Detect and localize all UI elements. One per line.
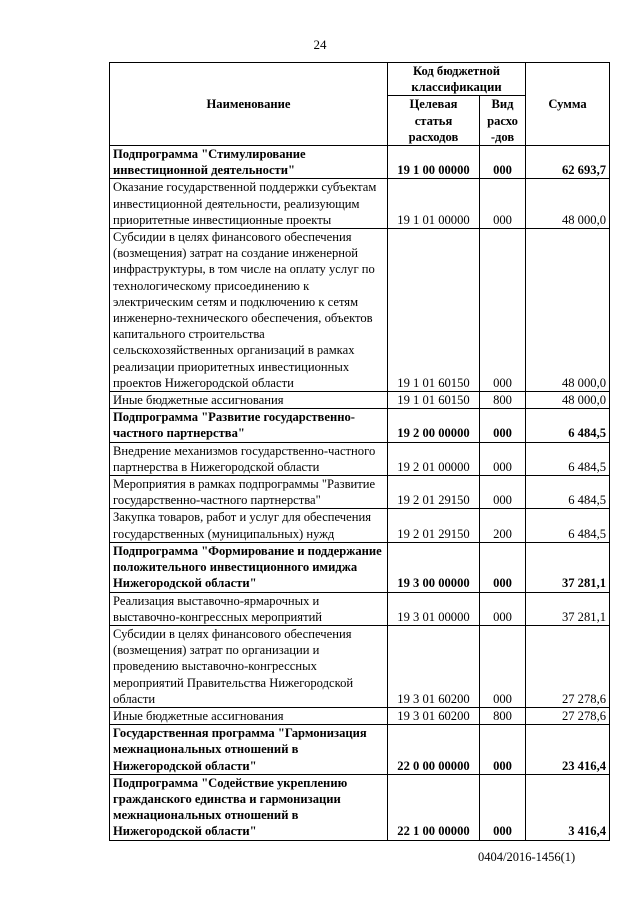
row-name: Иные бюджетные ассигнования	[110, 707, 388, 724]
row-name: Оказание государственной поддержки субъектам инвестиционной деятельности, реализующим приоритетные инвестиционные проекты	[110, 179, 388, 229]
row-expense-type: 800	[480, 707, 526, 724]
row-target-code: 19 3 01 60200	[388, 707, 480, 724]
header-sum: Сумма	[526, 63, 610, 146]
page-number: 24	[313, 37, 327, 52]
row-name: Подпрограмма "Развитие государственно-частного партнерства"	[110, 409, 388, 442]
row-name: Закупка товаров, работ и услуг для обеспечения государственных (муниципальных) нужд	[110, 509, 388, 542]
row-expense-type: 000	[480, 542, 526, 592]
row-expense-type: 000	[480, 409, 526, 442]
table-row	[110, 392, 610, 409]
row-target-code: 22 0 00 00000	[388, 725, 480, 775]
row-name: Субсидии в целях финансового обеспечения (возмещения) затрат на создание инженерной инфраструктуры, в том числе на оплату услуг по технологическому присоединению к электрическим сетям и подключению к сетям инженерно-технического обеспечения, объектов капитального строительства сельскохозяйственных организаций в рамках реализации приоритетных инвестиционных проектов Нижегородской области	[110, 229, 388, 392]
table-row	[110, 542, 610, 592]
table-row	[110, 625, 610, 707]
row-name: Внедрение механизмов государственно-частного партнерства в Нижегородской области	[110, 442, 388, 475]
row-name: Иные бюджетные ассигнования	[110, 392, 388, 409]
row-name: Государственная программа "Гармонизация межнациональных отношений в Нижегородской области"	[110, 725, 388, 775]
row-name: Мероприятия в рамках подпрограммы "Развитие государственно-частного партнерства"	[110, 476, 388, 509]
row-sum: 62 693,7	[526, 146, 610, 179]
row-sum: 23 416,4	[526, 725, 610, 775]
table-row	[110, 476, 610, 509]
row-expense-type: 000	[480, 476, 526, 509]
header-type: Вид расхо -дов	[480, 96, 526, 146]
row-target-code: 19 3 01 00000	[388, 592, 480, 625]
row-sum: 27 278,6	[526, 625, 610, 707]
row-expense-type: 200	[480, 509, 526, 542]
row-name: Субсидии в целях финансового обеспечения (возмещения) затрат по организации и проведению выставочно-конгрессных мероприятий Правительства Нижегородской области	[110, 625, 388, 707]
row-expense-type: 000	[480, 229, 526, 392]
row-target-code: 19 3 01 60200	[388, 625, 480, 707]
table-row	[110, 229, 610, 392]
row-target-code: 22 1 00 00000	[388, 774, 480, 840]
header-code-group: Код бюджетной классификации	[388, 63, 526, 96]
table-row	[110, 442, 610, 475]
row-name: Подпрограмма "Стимулирование инвестиционной деятельности"	[110, 146, 388, 179]
row-sum: 6 484,5	[526, 409, 610, 442]
row-name: Реализация выставочно-ярмарочных и выставочно-конгрессных мероприятий	[110, 592, 388, 625]
row-target-code: 19 2 01 29150	[388, 476, 480, 509]
row-target-code: 19 2 00 00000	[388, 409, 480, 442]
table-row	[110, 409, 610, 442]
table-row	[110, 146, 610, 179]
header-target: Целевая статья расходов	[388, 96, 480, 146]
budget-table	[109, 62, 610, 841]
row-sum: 37 281,1	[526, 542, 610, 592]
row-target-code: 19 1 01 60150	[388, 229, 480, 392]
table-row	[110, 509, 610, 542]
row-expense-type: 000	[480, 592, 526, 625]
row-expense-type: 000	[480, 725, 526, 775]
table-row	[110, 774, 610, 840]
row-name: Подпрограмма "Содействие укреплению гражданского единства и гармонизации межнациональных отношений в Нижегородской области"	[110, 774, 388, 840]
row-sum: 48 000,0	[526, 179, 610, 229]
table-row	[110, 725, 610, 775]
table-row	[110, 592, 610, 625]
row-target-code: 19 2 01 29150	[388, 509, 480, 542]
row-target-code: 19 1 01 60150	[388, 392, 480, 409]
row-expense-type: 000	[480, 774, 526, 840]
row-expense-type: 800	[480, 392, 526, 409]
table-row	[110, 179, 610, 229]
row-sum: 27 278,6	[526, 707, 610, 724]
row-sum: 6 484,5	[526, 509, 610, 542]
table-row	[110, 707, 610, 724]
header-name: Наименование	[110, 63, 388, 146]
row-sum: 3 416,4	[526, 774, 610, 840]
document-code: 0404/2016-1456(1)	[478, 850, 576, 864]
row-target-code: 19 1 01 00000	[388, 179, 480, 229]
row-sum: 37 281,1	[526, 592, 610, 625]
row-target-code: 19 1 00 00000	[388, 146, 480, 179]
row-name: Подпрограмма "Формирование и поддержание положительного инвестиционного имиджа Нижегородской области"	[110, 542, 388, 592]
row-sum: 6 484,5	[526, 442, 610, 475]
row-sum: 48 000,0	[526, 392, 610, 409]
row-target-code: 19 2 01 00000	[388, 442, 480, 475]
row-expense-type: 000	[480, 625, 526, 707]
row-expense-type: 000	[480, 179, 526, 229]
row-expense-type: 000	[480, 146, 526, 179]
row-sum: 48 000,0	[526, 229, 610, 392]
row-target-code: 19 3 00 00000	[388, 542, 480, 592]
row-expense-type: 000	[480, 442, 526, 475]
row-sum: 6 484,5	[526, 476, 610, 509]
